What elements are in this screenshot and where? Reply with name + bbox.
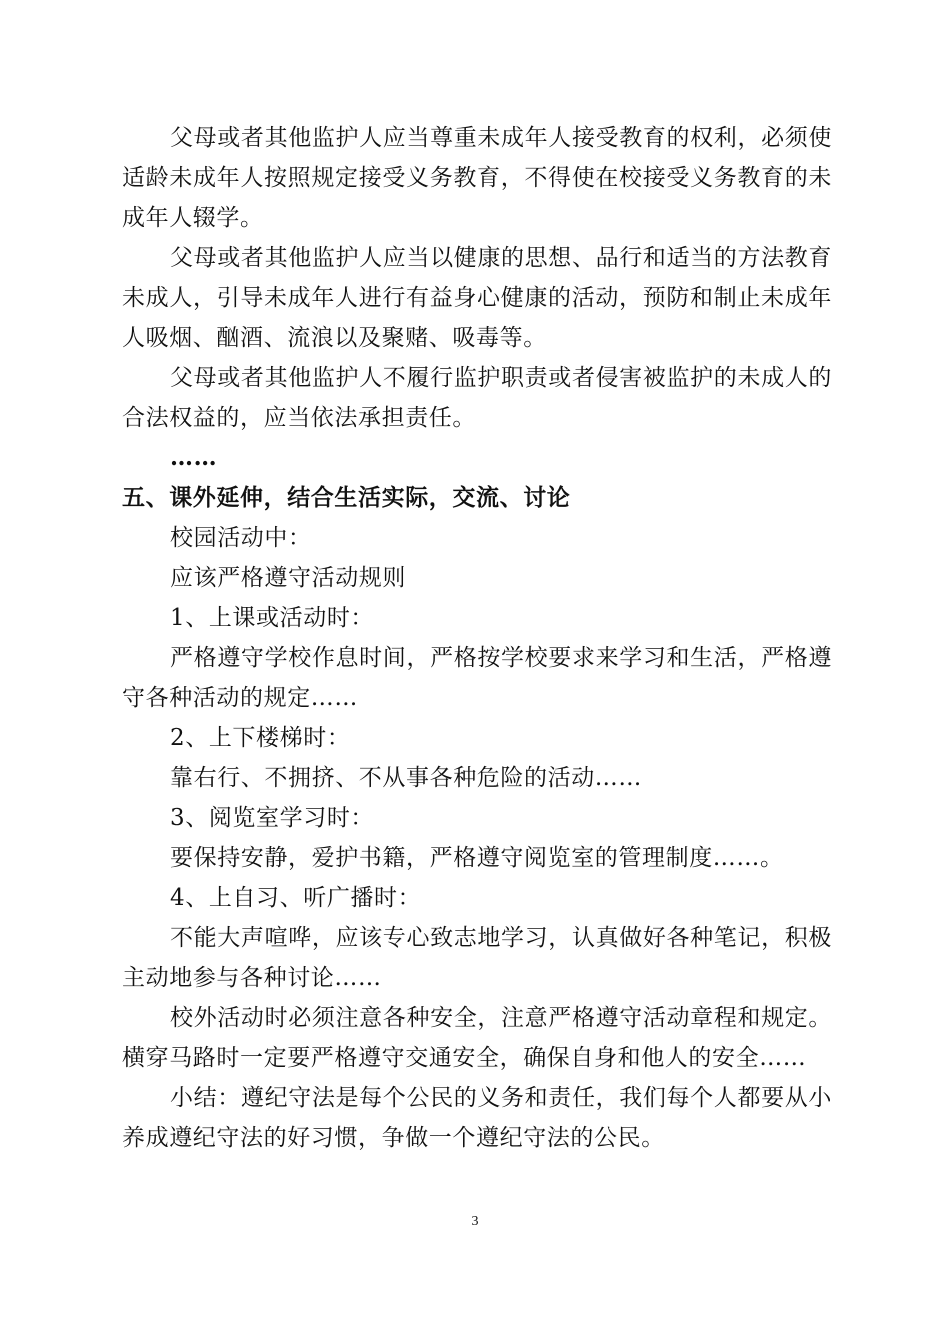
paragraph-follow-rules: 应该严格遵守活动规则 xyxy=(170,565,406,591)
list-item-self-study-title: 4、上自习、听广播时： xyxy=(170,885,422,911)
paragraph-campus-activities: 校园活动中： xyxy=(170,525,312,551)
paragraph-summary: 小结：遵纪守法是每个公民的义务和责任，我们每个人都要从小养成遵纪守法的好习惯，争做一个遵纪守法的公民。 xyxy=(122,1085,832,1151)
section-heading: 五、课外延伸，结合生活实际，交流、讨论 xyxy=(122,484,571,511)
page-number: 3 xyxy=(471,1214,479,1229)
list-item-stairs-title: 2、上下楼梯时： xyxy=(170,725,351,751)
ellipsis-line: …… xyxy=(170,444,218,471)
list-item-reading-room-text: 要保持安静，爱护书籍，严格遵守阅览室的管理制度……。 xyxy=(170,845,784,871)
list-item-reading-room-title: 3、阅览室学习时： xyxy=(170,805,375,831)
paragraph-healthy-guidance: 父母或者其他监护人应当以健康的思想、品行和适当的方法教育未成人，引导未成年人进行有益身心健康的活动，预防和制止未成年人吸烟、酗酒、流浪以及聚赌、吸毒等。 xyxy=(122,245,832,351)
list-item-class-activity-title: 1、上课或活动时： xyxy=(170,605,375,631)
paragraph-outdoor-safety: 校外活动时必须注意各种安全，注意严格遵守活动章程和规定。横穿马路时一定要严格遵守交通安全，确保自身和他人的安全…… xyxy=(122,1005,832,1071)
page-body xyxy=(122,118,832,1158)
paragraph-guardian-liability: 父母或者其他监护人不履行监护职责或者侵害被监护的未成人的合法权益的，应当依法承担责任。 xyxy=(122,365,832,431)
list-item-self-study-text: 不能大声喧哗，应该专心致志地学习，认真做好各种笔记，积极主动地参与各种讨论…… xyxy=(122,925,832,991)
list-item-stairs-text: 靠右行、不拥挤、不从事各种危险的活动…… xyxy=(170,765,642,791)
list-item-class-activity-text: 严格遵守学校作息时间，严格按学校要求来学习和生活，严格遵守各种活动的规定…… xyxy=(122,645,832,711)
paragraph-education-right: 父母或者其他监护人应当尊重未成年人接受教育的权利，必须使适龄未成年人按照规定接受义务教育，不得使在校接受义务教育的未成年人辍学。 xyxy=(122,125,832,231)
